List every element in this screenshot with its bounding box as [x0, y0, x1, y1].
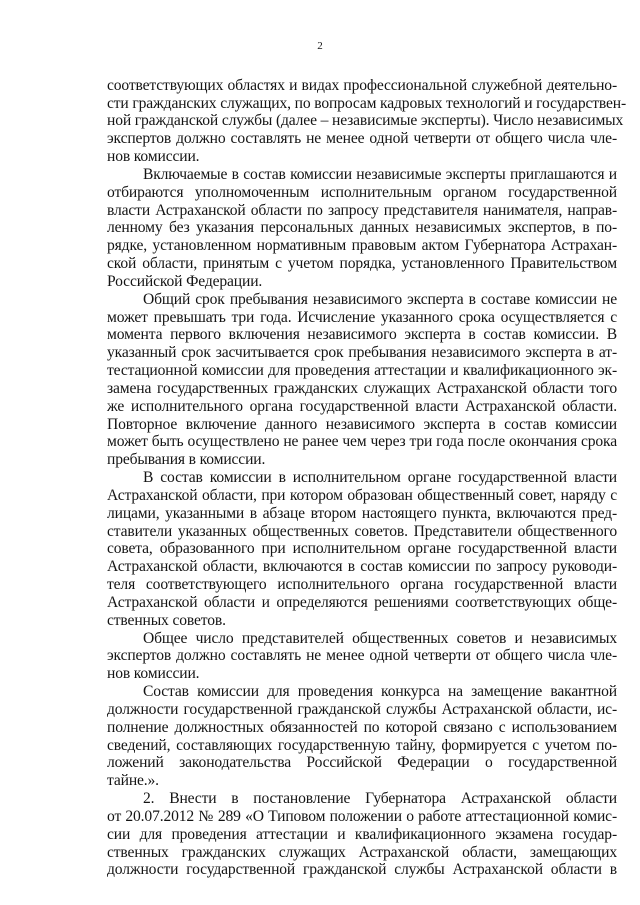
text-line: ложений законодательства Российской Федерации о государственной — [107, 754, 617, 771]
text-line: отбираются уполномоченным исполнительным органом государственной — [107, 184, 617, 201]
text-line: Астраханской области, при котором образован общественный совет, наряду с — [107, 487, 617, 504]
text-line: указанный срок засчитывается срок пребывания независимого эксперта в ат- — [107, 344, 617, 361]
text-line: Астраханской области, включаются в состав комиссии по запросу руководи- — [107, 558, 617, 575]
text-line: замена государственных гражданских служащих Астраханской области того — [107, 380, 617, 397]
text-line: лицами, указанными в абзаце втором настоящего пункта, включаются пред- — [107, 505, 617, 522]
text-line: 2. Внести в постановление Губернатора Астраханской области — [143, 790, 617, 807]
text-line: Общее число представителей общественных советов и независимых — [143, 630, 617, 647]
text-line: ственных гражданских служащих Астраханской области, замещающих — [107, 844, 617, 861]
text-line: может быть осуществлено не ранее чем через три года после окончания срока — [107, 433, 617, 450]
text-line: же исполнительного органа государственной власти Астраханской области. — [107, 398, 617, 415]
text-line: ской области, принятым с учетом порядка, установленного Правительством — [107, 255, 617, 272]
text-line: Общий срок пребывания независимого эксперта в составе комиссии не — [143, 291, 617, 308]
text-line: ленному без указания персональных данных независимых экспертов, в по- — [107, 219, 617, 236]
text-line: тестационной комиссии для проведения аттестации и квалификационного эк- — [107, 362, 617, 379]
text-line: должности государственной гражданской службы Астраханской области, ис- — [107, 701, 617, 718]
text-line: Астраханской области и определяются решениями соответствующих обще- — [107, 594, 617, 611]
text-line: соответствующих областях и видах профессиональной служебной деятельно- — [107, 77, 617, 94]
text-line: момента первого включения независимого эксперта в состав комиссии. В — [107, 326, 617, 343]
text-line: Включаемые в состав комиссии независимые эксперты приглашаются и — [143, 166, 617, 183]
text-line: Повторное включение данного независимого эксперта в состав комиссии — [107, 416, 617, 433]
text-line: сведений, составляющих государственную тайну, формируется с учетом по- — [107, 737, 617, 754]
text-line: Российской Федерации. — [107, 273, 263, 290]
text-line: ставители указанных общественных советов. Представители общественного — [107, 523, 617, 540]
text-line: нов комиссии. — [107, 148, 200, 165]
text-line: от 20.07.2012 № 289 «О Типовом положении о работе аттестационной комис- — [107, 808, 617, 825]
text-line: сии для проведения аттестации и квалификационного экзамена государ- — [107, 826, 617, 843]
page-number: 2 — [317, 40, 323, 52]
text-line: власти Астраханской области по запросу представителя нанимателя, направ- — [107, 202, 617, 219]
text-line: нов комиссии. — [107, 665, 200, 682]
text-line: рядке, установленном нормативным правовым актом Губернатора Астрахан- — [107, 237, 617, 254]
text-line: экспертов должно составлять не менее одной четверти от общего числа чле- — [107, 647, 617, 664]
text-line: пребывания в комиссии. — [107, 451, 266, 468]
text-line: теля соответствующего исполнительного органа государственной власти — [107, 576, 617, 593]
text-line: ной гражданской службы (далее – независимые эксперты). Число независимых — [107, 112, 624, 129]
text-line: Состав комиссии для проведения конкурса на замещение вакантной — [143, 683, 617, 700]
text-line: может превышать три года. Исчисление указанного срока осуществляется с — [107, 309, 617, 326]
text-line: В состав комиссии в исполнительном органе государственной власти — [143, 469, 617, 486]
text-line: сти гражданских служащих, по вопросам кадровых технологий и государствен- — [107, 95, 627, 112]
text-line: совета, образованного при исполнительном органе государственной власти — [107, 540, 617, 557]
text-line: тайне.». — [107, 772, 159, 789]
text-line: полнение должностных обязанностей по которой связано с использованием — [107, 719, 617, 736]
text-line: должности государственной гражданской службы Астраханской области в — [107, 861, 617, 878]
text-line: экспертов должно составлять не менее одной четверти от общего числа чле- — [107, 130, 617, 147]
text-line: ственных советов. — [107, 612, 226, 629]
